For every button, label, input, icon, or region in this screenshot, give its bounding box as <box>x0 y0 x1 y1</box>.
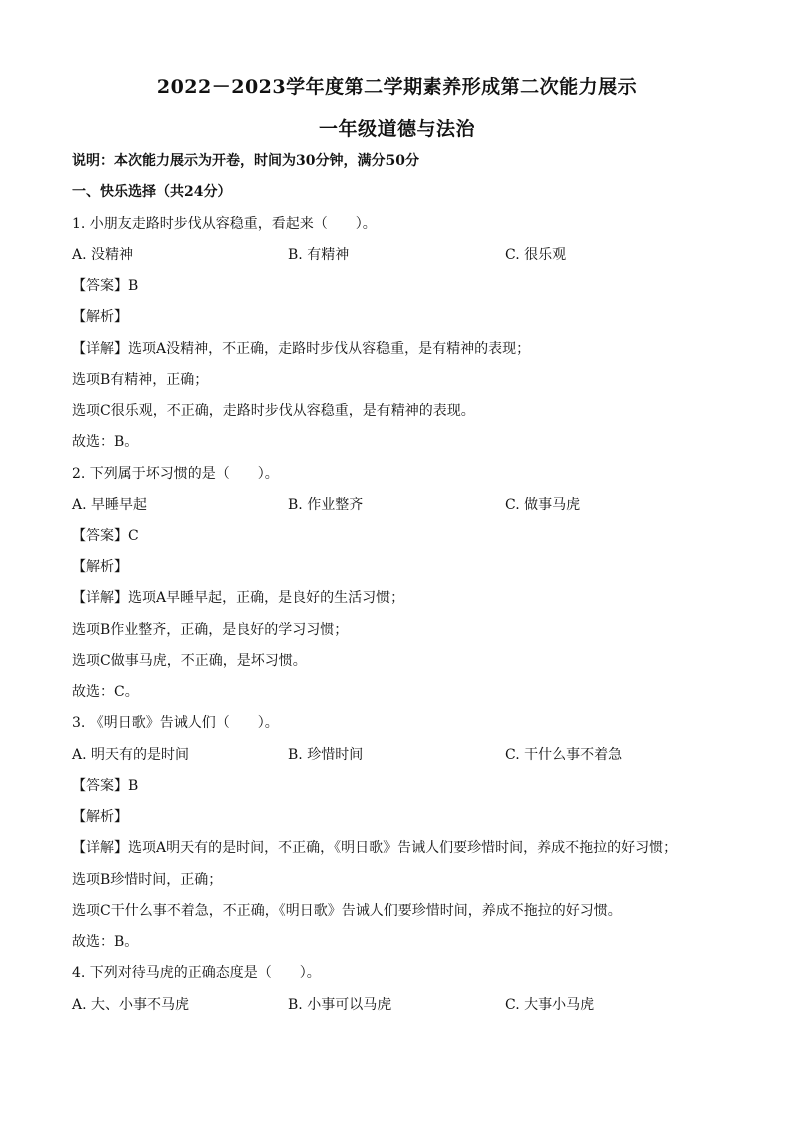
question-2-analysis-label: 【解析】 <box>72 559 128 575</box>
question-2-stem: 2. 下列属于坏习惯的是（ ）。 <box>72 466 279 482</box>
exam-note: 说明：本次能力展示为开卷，时间为30分钟，满分50分 <box>72 153 419 169</box>
question-3-detail-line: 【详解】选项A明天有的是时间，不正确，《明日歌》告诫人们要珍惜时间，养成不拖拉的好习惯； <box>72 840 678 856</box>
question-1-detail-line: 【详解】选项A没精神，不正确，走路时步伐从容稳重，是有精神的表现； <box>72 341 531 357</box>
question-1-detail-line: 选项C很乐观，不正确，走路时步伐从容稳重，是有精神的表现。 <box>72 403 475 419</box>
question-1-option-a: A. 没精神 <box>72 247 134 263</box>
question-1-option-b: B. 有精神 <box>288 247 350 263</box>
question-2-detail-line: 选项B作业整齐，正确，是良好的学习习惯； <box>72 622 349 638</box>
question-2-answer: 【答案】C <box>72 528 139 544</box>
question-3-option-b: B. 珍惜时间 <box>288 747 364 763</box>
question-2-option-b: B. 作业整齐 <box>288 497 364 513</box>
question-3-conclusion: 故选：B。 <box>72 934 139 950</box>
question-4-option-b: B. 小事可以马虎 <box>288 997 392 1013</box>
question-1-detail-line: 选项B有精神，正确； <box>72 372 209 388</box>
question-4-option-c: C. 大事小马虎 <box>505 997 595 1013</box>
question-1-stem: 1. 小朋友走路时步伐从容稳重，看起来（ ）。 <box>72 216 377 232</box>
question-2-option-c: C. 做事马虎 <box>505 497 581 513</box>
question-2-detail-line: 【详解】选项A早睡早起，正确，是良好的生活习惯； <box>72 590 405 606</box>
question-3-detail-line: 选项B珍惜时间，正确； <box>72 872 223 888</box>
question-3-option-a: A. 明天有的是时间 <box>72 747 190 763</box>
question-4-stem: 4. 下列对待马虎的正确态度是（ ）。 <box>72 965 321 981</box>
question-1-option-c: C. 很乐观 <box>505 247 567 263</box>
document-title: 2022－2023学年度第二学期素养形成第二次能力展示 <box>156 76 638 98</box>
section-title: 一、快乐选择（共24分） <box>72 184 232 200</box>
question-2-option-a: A. 早睡早起 <box>72 497 148 513</box>
question-1-answer: 【答案】B <box>72 278 139 294</box>
question-3-detail-line: 选项C干什么事不着急，不正确，《明日歌》告诫人们要珍惜时间，养成不拖拉的好习惯。 <box>72 903 622 919</box>
question-2-conclusion: 故选：C。 <box>72 684 139 700</box>
question-1-conclusion: 故选：B。 <box>72 434 139 450</box>
question-3-analysis-label: 【解析】 <box>72 809 128 825</box>
question-1-analysis-label: 【解析】 <box>72 309 128 325</box>
question-3-option-c: C. 干什么事不着急 <box>505 747 623 763</box>
question-3-stem: 3. 《明日歌》告诫人们（ ）。 <box>72 715 279 731</box>
question-2-detail-line: 选项C做事马虎，不正确，是坏习惯。 <box>72 653 307 669</box>
question-3-answer: 【答案】B <box>72 778 139 794</box>
question-4-option-a: A. 大、小事不马虎 <box>72 997 190 1013</box>
document-subtitle: 一年级道德与法治 <box>318 118 475 140</box>
